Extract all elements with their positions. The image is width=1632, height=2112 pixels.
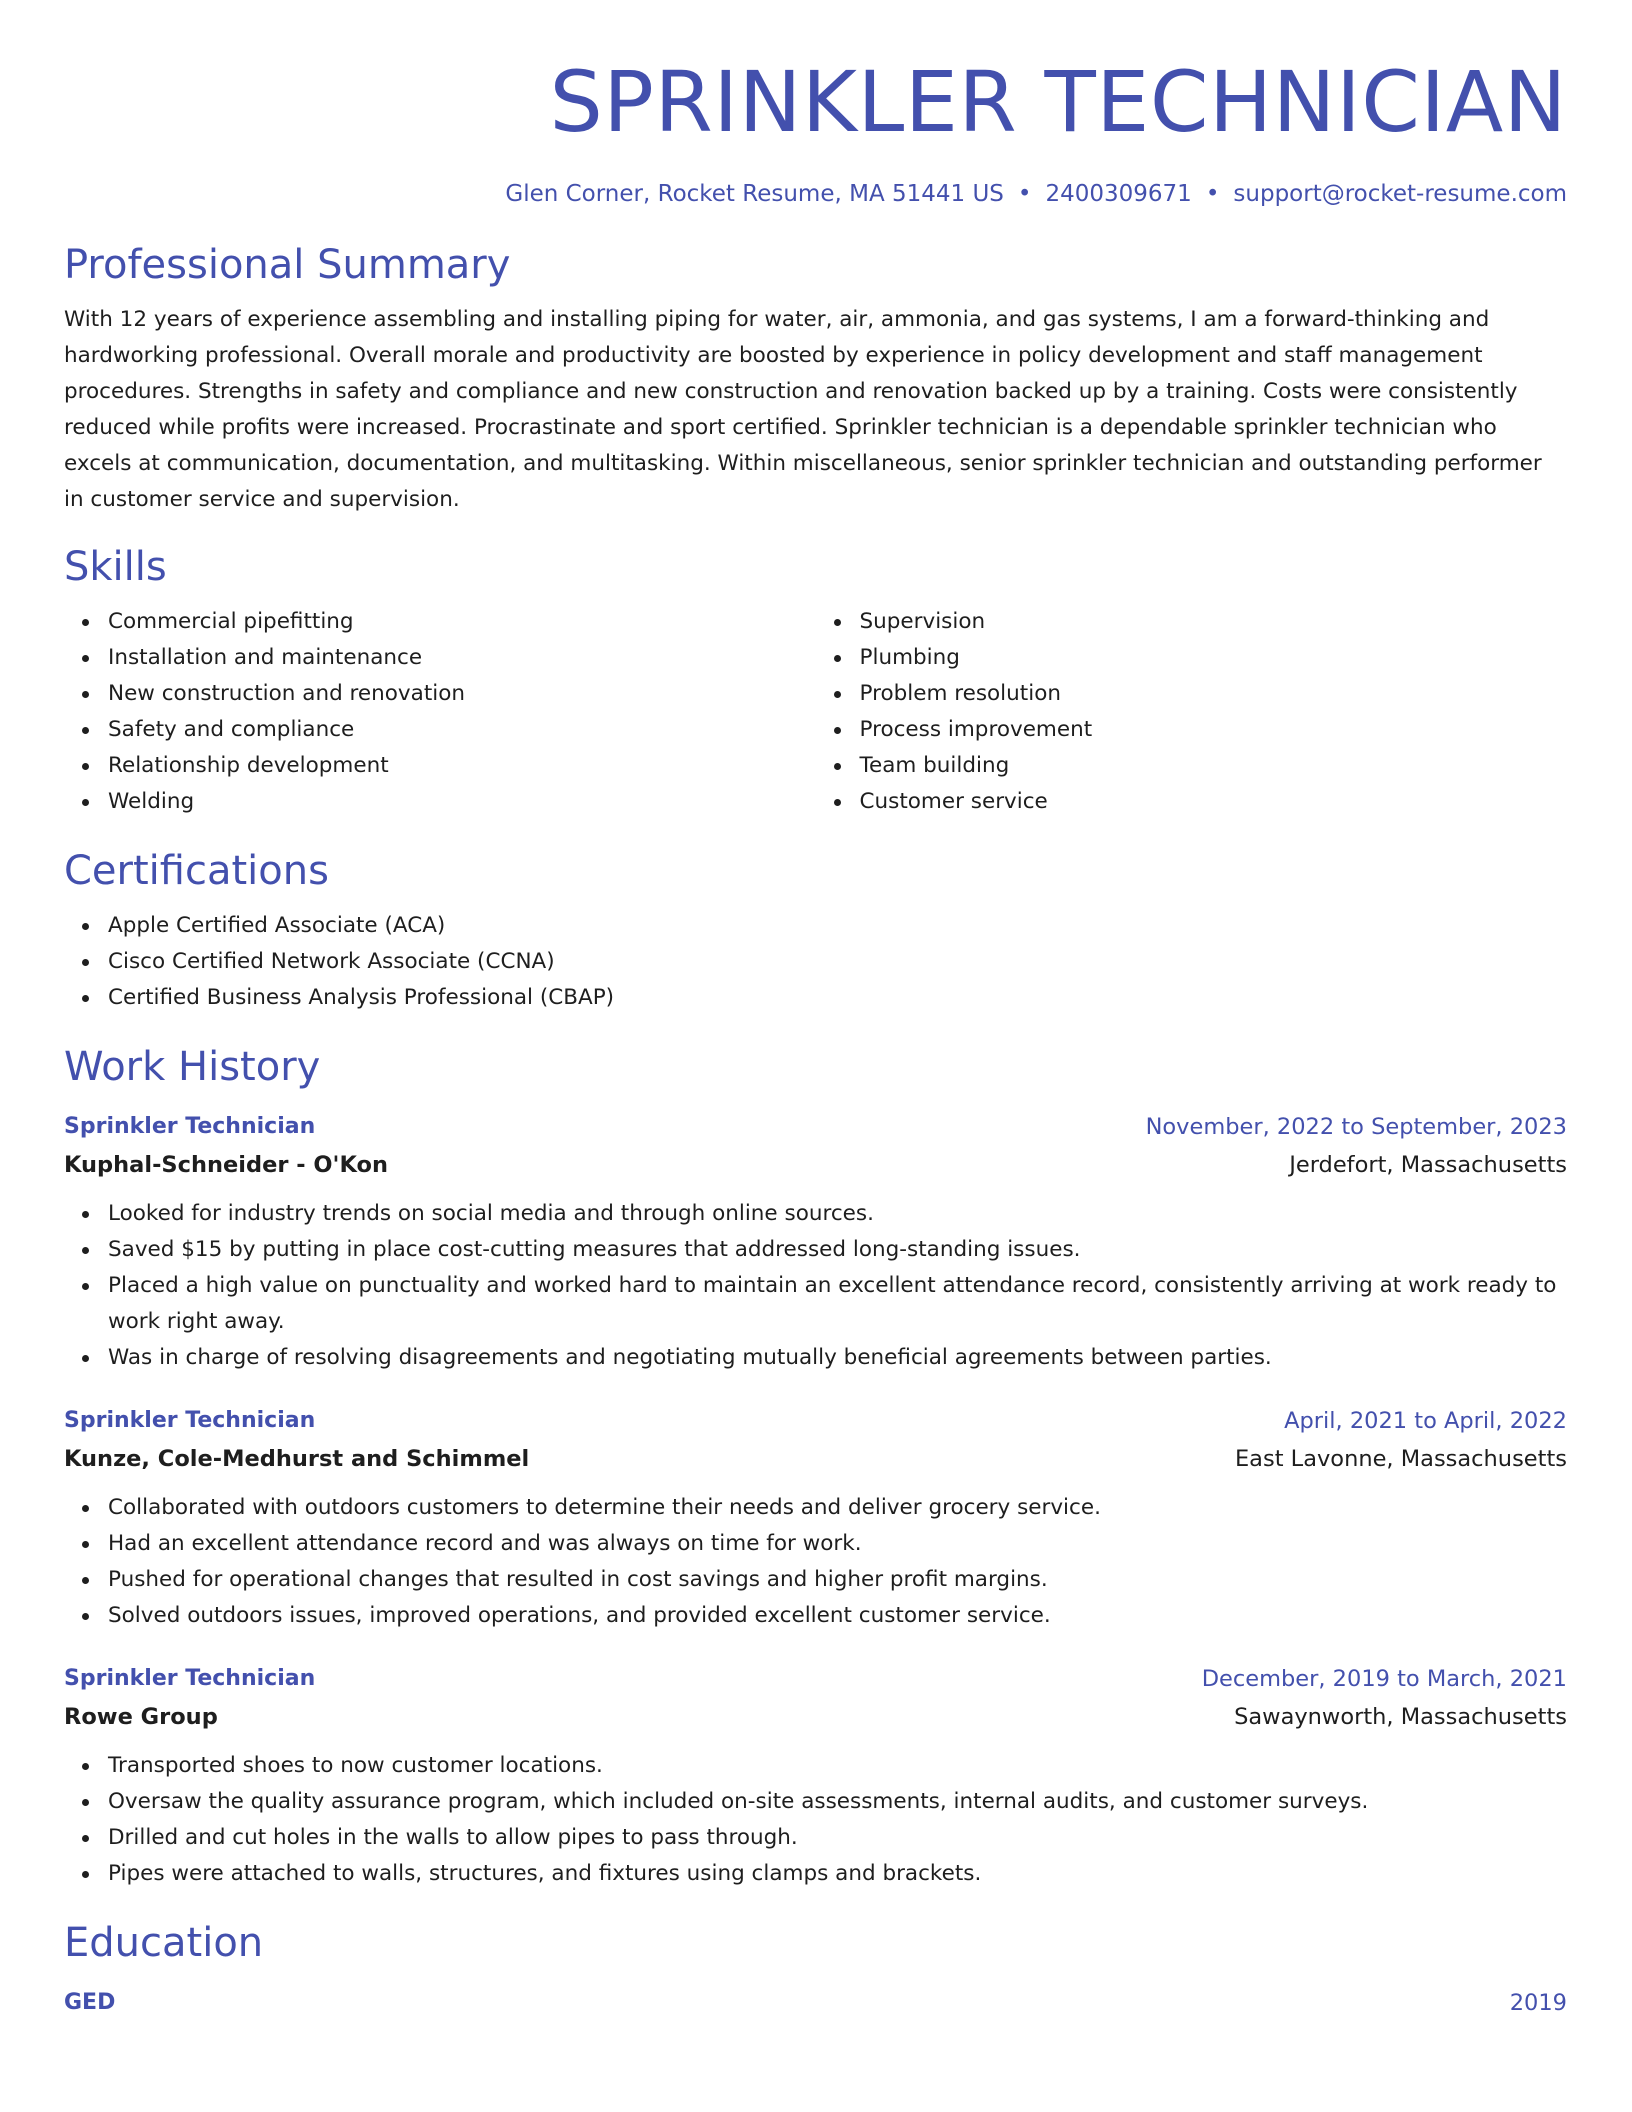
skills-heading: Skills [64, 544, 167, 590]
certification-item: Certified Business Analysis Professional (CBAP) [108, 980, 1567, 1016]
job-duty-item: Transported shoes to now customer locations. [108, 1748, 1567, 1784]
skill-item: Welding [108, 784, 816, 820]
summary-heading: Professional Summary [64, 242, 511, 288]
job-duty-item: Looked for industry trends on social media and through online sources. [108, 1196, 1567, 1232]
job-duty-item: Drilled and cut holes in the walls to allow pipes to pass through. [108, 1820, 1567, 1856]
contact-email: support@rocket-resume.com [1233, 181, 1567, 207]
contact-address: Glen Corner, Rocket Resume, MA 51441 US [505, 181, 1004, 207]
job-location: Sawaynworth, Massachusetts [1234, 1704, 1567, 1730]
job-duties [64, 1490, 1567, 1634]
skill-item: Customer service [860, 784, 1568, 820]
skill-item: Relationship development [108, 748, 816, 784]
job-header [64, 1108, 1567, 1146]
job-dates: April, 2021 to April, 2022 [1284, 1408, 1567, 1434]
contact-line [64, 178, 1567, 210]
summary-text: With 12 years of experience assembling and installing piping for water, air, ammonia, and gas systems, I am a forward-thinking and hardworking professional. Overall morale and productivity are boosted by experience in policy development and staff management procedures. Strengths in safety and compliance and new construction and renovation backed up by a training. Costs were consistently reduced while profits were increased. Procrastinate and sport certified. Sprinkler technician is a dependable sprinkler technician who excels at communication, documentation, and multitasking. Within miscellaneous, senior sprinkler technician and outstanding performer in customer service and supervision. [64, 307, 1542, 512]
resume-page [64, 0, 1567, 2022]
job-company: Kuphal-Schneider - O'Kon [64, 1152, 388, 1178]
job-title: Sprinkler Technician [64, 1408, 316, 1433]
job-duty-item: Pipes were attached to walls, structures, and fixtures using clamps and brackets. [108, 1856, 1567, 1892]
skill-item: Process improvement [860, 712, 1568, 748]
job-location: Jerdefort, Massachusetts [1289, 1152, 1567, 1178]
job-title: Sprinkler Technician [64, 1114, 316, 1139]
education-year: 2019 [1509, 1990, 1567, 2016]
job-subheader [64, 1698, 1567, 1736]
contact-separator: • [1017, 181, 1032, 207]
skill-item: Supervision [860, 604, 1568, 640]
skill-item: Safety and compliance [108, 712, 816, 748]
certification-item: Cisco Certified Network Associate (CCNA) [108, 944, 1567, 980]
education-degree: GED [64, 1990, 116, 2015]
work-history-heading: Work History [64, 1044, 321, 1090]
contact-separator: • [1205, 181, 1220, 207]
job-duty-item: Oversaw the quality assurance program, which included on-site assessments, internal audits, and customer surveys. [108, 1784, 1567, 1820]
skills-column-right [816, 604, 1568, 820]
job-entry [64, 1402, 1567, 1634]
page-title: SPRINKLER TECHNICIAN [549, 53, 1567, 151]
job-location: East Lavonne, Massachusetts [1234, 1446, 1567, 1472]
job-duty-item: Collaborated with outdoors customers to determine their needs and deliver grocery service. [108, 1490, 1567, 1526]
education-heading: Education [64, 1920, 264, 1966]
skill-item: Plumbing [860, 640, 1568, 676]
skills-list [64, 604, 1567, 820]
job-duty-item: Had an excellent attendance record and was always on time for work. [108, 1526, 1567, 1562]
job-company: Kunze, Cole-Medhurst and Schimmel [64, 1446, 530, 1472]
skills-column-left [64, 604, 816, 820]
skill-item: New construction and renovation [108, 676, 816, 712]
job-subheader [64, 1146, 1567, 1184]
education-entry [64, 1984, 1567, 2022]
job-duties [64, 1196, 1567, 1376]
contact-phone: 2400309671 [1045, 181, 1192, 207]
skill-item: Team building [860, 748, 1568, 784]
job-duty-item: Solved outdoors issues, improved operations, and provided excellent customer service. [108, 1598, 1567, 1634]
certification-item: Apple Certified Associate (ACA) [108, 908, 1567, 944]
certifications-heading: Certifications [64, 848, 329, 894]
job-duty-item: Saved $15 by putting in place cost-cutting measures that addressed long-standing issues. [108, 1232, 1567, 1268]
job-header [64, 1402, 1567, 1440]
job-dates: November, 2022 to September, 2023 [1145, 1114, 1567, 1140]
job-duty-item: Pushed for operational changes that resulted in cost savings and higher profit margins. [108, 1562, 1567, 1598]
job-title: Sprinkler Technician [64, 1666, 316, 1691]
skill-item: Problem resolution [860, 676, 1568, 712]
job-company: Rowe Group [64, 1704, 218, 1730]
job-duties [64, 1748, 1567, 1892]
job-entry [64, 1108, 1567, 1376]
job-header [64, 1660, 1567, 1698]
job-entry [64, 1660, 1567, 1892]
job-duty-item: Placed a high value on punctuality and worked hard to maintain an excellent attendance record, consistently arriving at work ready to work right away. [108, 1268, 1567, 1340]
skill-item: Commercial pipefitting [108, 604, 816, 640]
job-dates: December, 2019 to March, 2021 [1201, 1666, 1567, 1692]
job-duty-item: Was in charge of resolving disagreements and negotiating mutually beneficial agreements between parties. [108, 1340, 1567, 1376]
job-subheader [64, 1440, 1567, 1478]
skill-item: Installation and maintenance [108, 640, 816, 676]
certifications-list [64, 908, 1567, 1016]
